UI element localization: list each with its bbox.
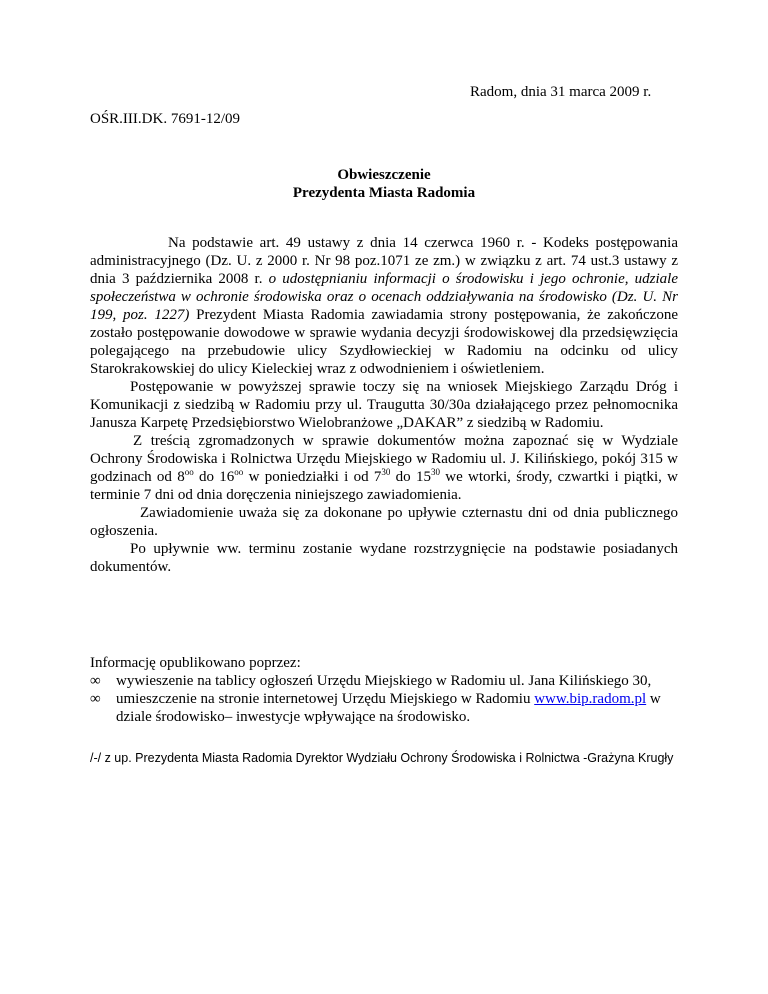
list-item-text: wywieszenie na tablicy ogłoszeń Urzędu Miejskiego w Radomiu ul. Jana Kilińskiego 30, [116,673,652,689]
paragraph-applicant: Postępowanie w powyższej sprawie toczy się na wniosek Miejskiego Zarządu Dróg i Komunikacji z siedzibą w Radomiu przy ul. Traugutta 30/30a działającego przez pełnomocnika Janusza Karpetę Przedsiębiorstwo Wielobranżowe „DAKAR” z siedzibą w Radomiu. [90,379,678,431]
hour-superscript: 30 [430,467,440,477]
legal-basis-text: Na podstawie art. 49 ustawy z dnia 14 czerwca 1960 r. - Kodeks postępowania administracyjnego (Dz. U. z 2000 r. Nr 98 poz.1071 ze zm.) w związku z art. 74 ust.3 ustawy z dnia 3 października 2008 r. [90,235,678,287]
paragraph-legal-basis [90,234,678,378]
paragraph-notice-effective: Zawiadomienie uważa się za dokonane po upływie czternastu dni od dnia publicznego ogłoszenia. [90,505,678,539]
paragraph-decision: Po upływnie ww. terminu zostanie wydane rozstrzygnięcie na podstawie posiadanych dokumentów. [90,541,678,575]
office-hours-text: w poniedziałki i od 7 [243,469,382,485]
list-item [90,672,690,690]
hour-superscript: oo [184,467,194,477]
signature: /-/ z up. Prezydenta Miasta Radomia Dyrektor Wydziału Ochrony Środowiska i Rolnictwa -Grażyna Krugły [90,751,674,765]
announcement-body [90,234,678,576]
list-item [90,690,690,726]
infinity-bullet-icon: ∞ [90,691,101,707]
paragraph-office-hours [90,432,678,504]
place-date: Radom, dnia 31 marca 2009 r. [470,84,652,100]
office-hours-text: we wtorki, środy, czwartki i piątki, w terminie 7 dni od dnia doręczenia niniejszego zawiadomienia. [90,469,679,503]
act-title-italic: o udostępnianiu informacji o środowisku i jego ochronie, udziale społeczeństwa w ochronie środowiska oraz o ocenach oddziaływania na środowisko (Dz. U. Nr 199, poz. 1227) [90,271,678,323]
infinity-bullet-icon: ∞ [90,673,101,689]
hour-superscript: oo [234,467,244,477]
list-item-text [116,690,690,726]
bip-website-link[interactable]: www.bip.radom.pl [534,691,647,707]
office-hours-text: do 16 [193,469,235,485]
office-hours-text: Z treścią zgromadzonych w sprawie dokumentów można zapoznać się w Wydziale Ochrony Środowiska i Rolnictwa Urzędu Miejskiego w Radomiu ul. J. Kilińskiego, pokój 315 w godzinach od 8 [90,433,678,485]
notice-text: Prezydent Miasta Radomia zawiadamia strony postępowania, że zakończone zostało postępowanie dowodowe w sprawie wydania decyzji środowiskowej dla przedsięwzięcia polegającego na przebudowie ulicy Szydłowieckiej w Radomiu na odcinku od ulicy Starokrakowskiej do ulicy Kieleckiej wraz z odwodnieniem i oświetleniem. [90,307,678,377]
list-item-text-part: umieszczenie na stronie internetowej Urzędu Miejskiego w Radomiu [116,691,535,707]
document-subtitle: Prezydenta Miasta Radomia [292,185,476,201]
hour-superscript: 30 [381,467,391,477]
document-title: Obwieszczenie [337,167,431,183]
publication-info [90,654,690,726]
publication-heading: Informację opublikowano poprzez: [90,655,301,671]
reference-number: OŚR.III.DK. 7691-12/09 [90,111,240,127]
list-item-text-part: w dziale środowisko– inwestycje wpływające na środowisko. [116,691,661,725]
office-hours-text: do 15 [390,469,431,485]
